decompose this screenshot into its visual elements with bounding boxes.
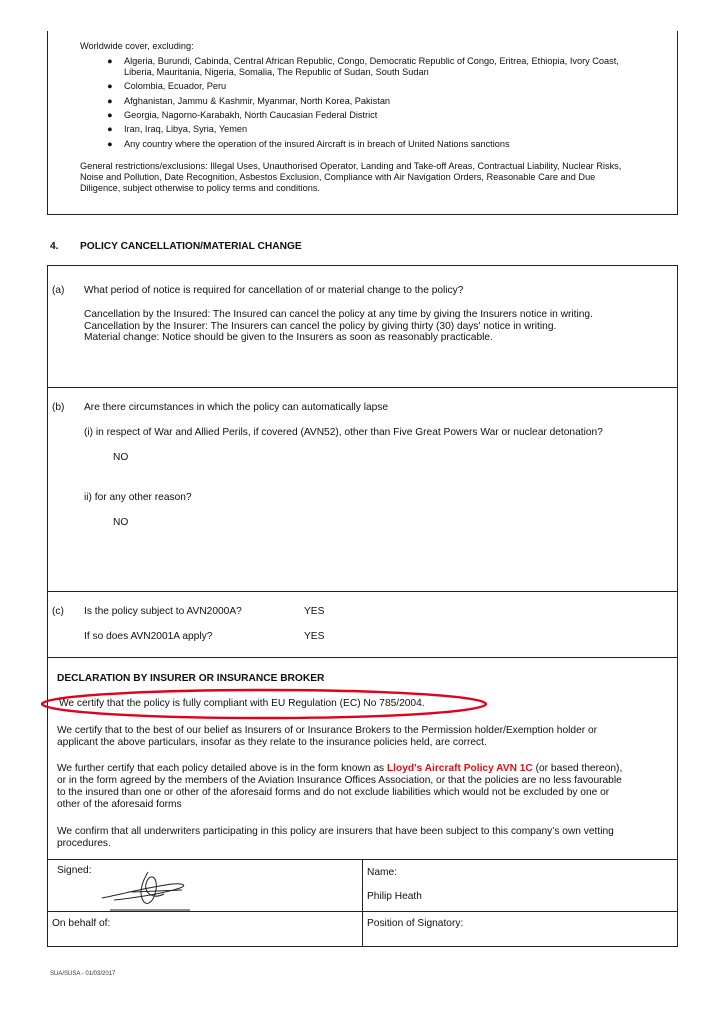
bullet-icon: ● — [107, 124, 113, 134]
bullet-text: Any country where the operation of the insured Aircraft is in breach of United Nations sanctions — [124, 139, 510, 149]
bullet-icon: ● — [107, 139, 113, 149]
question-a-answer: Cancellation by the Insured: The Insured can cancel the policy at any time by giving the Insurers notice in writing. Cancellation by the Insurer: The Insurers can cancel the policy by giving thirty (30) days' notice in writing. Material change: Notice should be given to the Insurers as soon as reasonably practicable. — [84, 309, 593, 343]
divider — [47, 387, 678, 388]
name-label: Name: — [367, 867, 398, 878]
bullet-icon: ● — [107, 56, 113, 66]
question-c-a2: YES — [304, 631, 325, 642]
bullet-text: Colombia, Ecuador, Peru — [124, 81, 227, 91]
declaration-paragraph-1: We certify that to the best of our belief as Insurers of or Insurance Brokers to the Permission holder/Exemption holder or applicant the above particulars, insofar as they relate to the insurance policies held, are correct. — [57, 725, 598, 748]
signatory-name: Philip Heath — [367, 891, 422, 902]
question-c-label: (c) — [52, 606, 64, 617]
divider — [47, 657, 678, 658]
bullet-text: Iran, Iraq, Libya, Syria, Yemen — [124, 124, 248, 134]
question-a-text: What period of notice is required for cancellation of or material change to the policy? — [84, 285, 464, 296]
question-c-q1: Is the policy subject to AVN2000A? — [84, 606, 242, 617]
signature — [92, 864, 202, 914]
section-number: 4. — [50, 241, 59, 252]
bullet-icon: ● — [107, 81, 113, 91]
bullet-icon: ● — [107, 96, 113, 106]
on-behalf-label: On behalf of: — [52, 918, 111, 929]
bullet-text: Afghanistan, Jammu & Kashmir, Myanmar, North Korea, Pakistan — [124, 96, 391, 106]
general-restrictions: General restrictions/exclusions: Illegal Uses, Unauthorised Operator, Landing and Take-off Areas, Contractual Liability, Nuclear Risks, Noise and Pollution, Date Recognition, Asbestos Exclusion, Compliance with Air Navigation Orders, Reasonable Care and Due Diligence, subject otherwise to policy terms and conditions. — [80, 161, 622, 193]
declaration-heading: DECLARATION BY INSURER OR INSURANCE BROKER — [57, 673, 325, 684]
question-b-sub1: (i) in respect of War and Allied Perils, if covered (AVN52), other than Five Great Powers War or nuclear detonation? — [84, 427, 603, 438]
question-b-text: Are there circumstances in which the policy can automatically lapse — [84, 402, 389, 413]
section-title: POLICY CANCELLATION/MATERIAL CHANGE — [80, 241, 302, 252]
position-label: Position of Signatory: — [367, 918, 464, 929]
lloyds-policy-highlight: Lloyd's Aircraft Policy AVN 1C — [386, 763, 533, 774]
question-a-label: (a) — [52, 285, 65, 296]
cover-intro: Worldwide cover, excluding: — [80, 41, 194, 51]
bullet-text: Georgia, Nagorno-Karabakh, North Caucasian Federal District — [124, 110, 378, 120]
signed-label: Signed: — [57, 865, 92, 876]
divider — [47, 591, 678, 592]
question-b-answer2: NO — [113, 517, 129, 528]
eu-compliance-statement: We certify that the policy is fully compliant with EU Regulation (EC) No 785/2004. — [59, 698, 425, 709]
question-c-a1: YES — [304, 606, 325, 617]
question-b-answer1: NO — [113, 452, 129, 463]
footer-reference: SUA/SUSA - 01/03/2017 — [50, 971, 116, 977]
question-c-q2: If so does AVN2001A apply? — [84, 631, 213, 642]
declaration-paragraph-3: We confirm that all underwriters participating in this policy are insurers that have been subject to this company’s own vetting procedures. — [57, 826, 614, 849]
divider — [362, 859, 363, 947]
declaration-paragraph-2: We further certify that each policy detailed above is in the form known as Lloyd's Aircraft Policy AVN 1C (or based thereon), or in the form agreed by the members of the Aviation Insurance Offices Association, or that the policies are no less favourable to the insured than one or other of the aforesaid forms and do not exclude liabilities which would not be excluded by one or other of the aforesaid forms — [57, 763, 623, 810]
question-b-label: (b) — [52, 402, 65, 413]
bullet-text: Algeria, Burundi, Cabinda, Central African Republic, Congo, Democratic Republic of Congo, Eritrea, Ethiopia, Ivory Coast, Liberia, Mauritania, Nigeria, Somalia, The Republic of Sudan, South Sudan — [124, 56, 619, 77]
question-b-sub2: ii) for any other reason? — [84, 492, 192, 503]
bullet-icon: ● — [107, 110, 113, 120]
